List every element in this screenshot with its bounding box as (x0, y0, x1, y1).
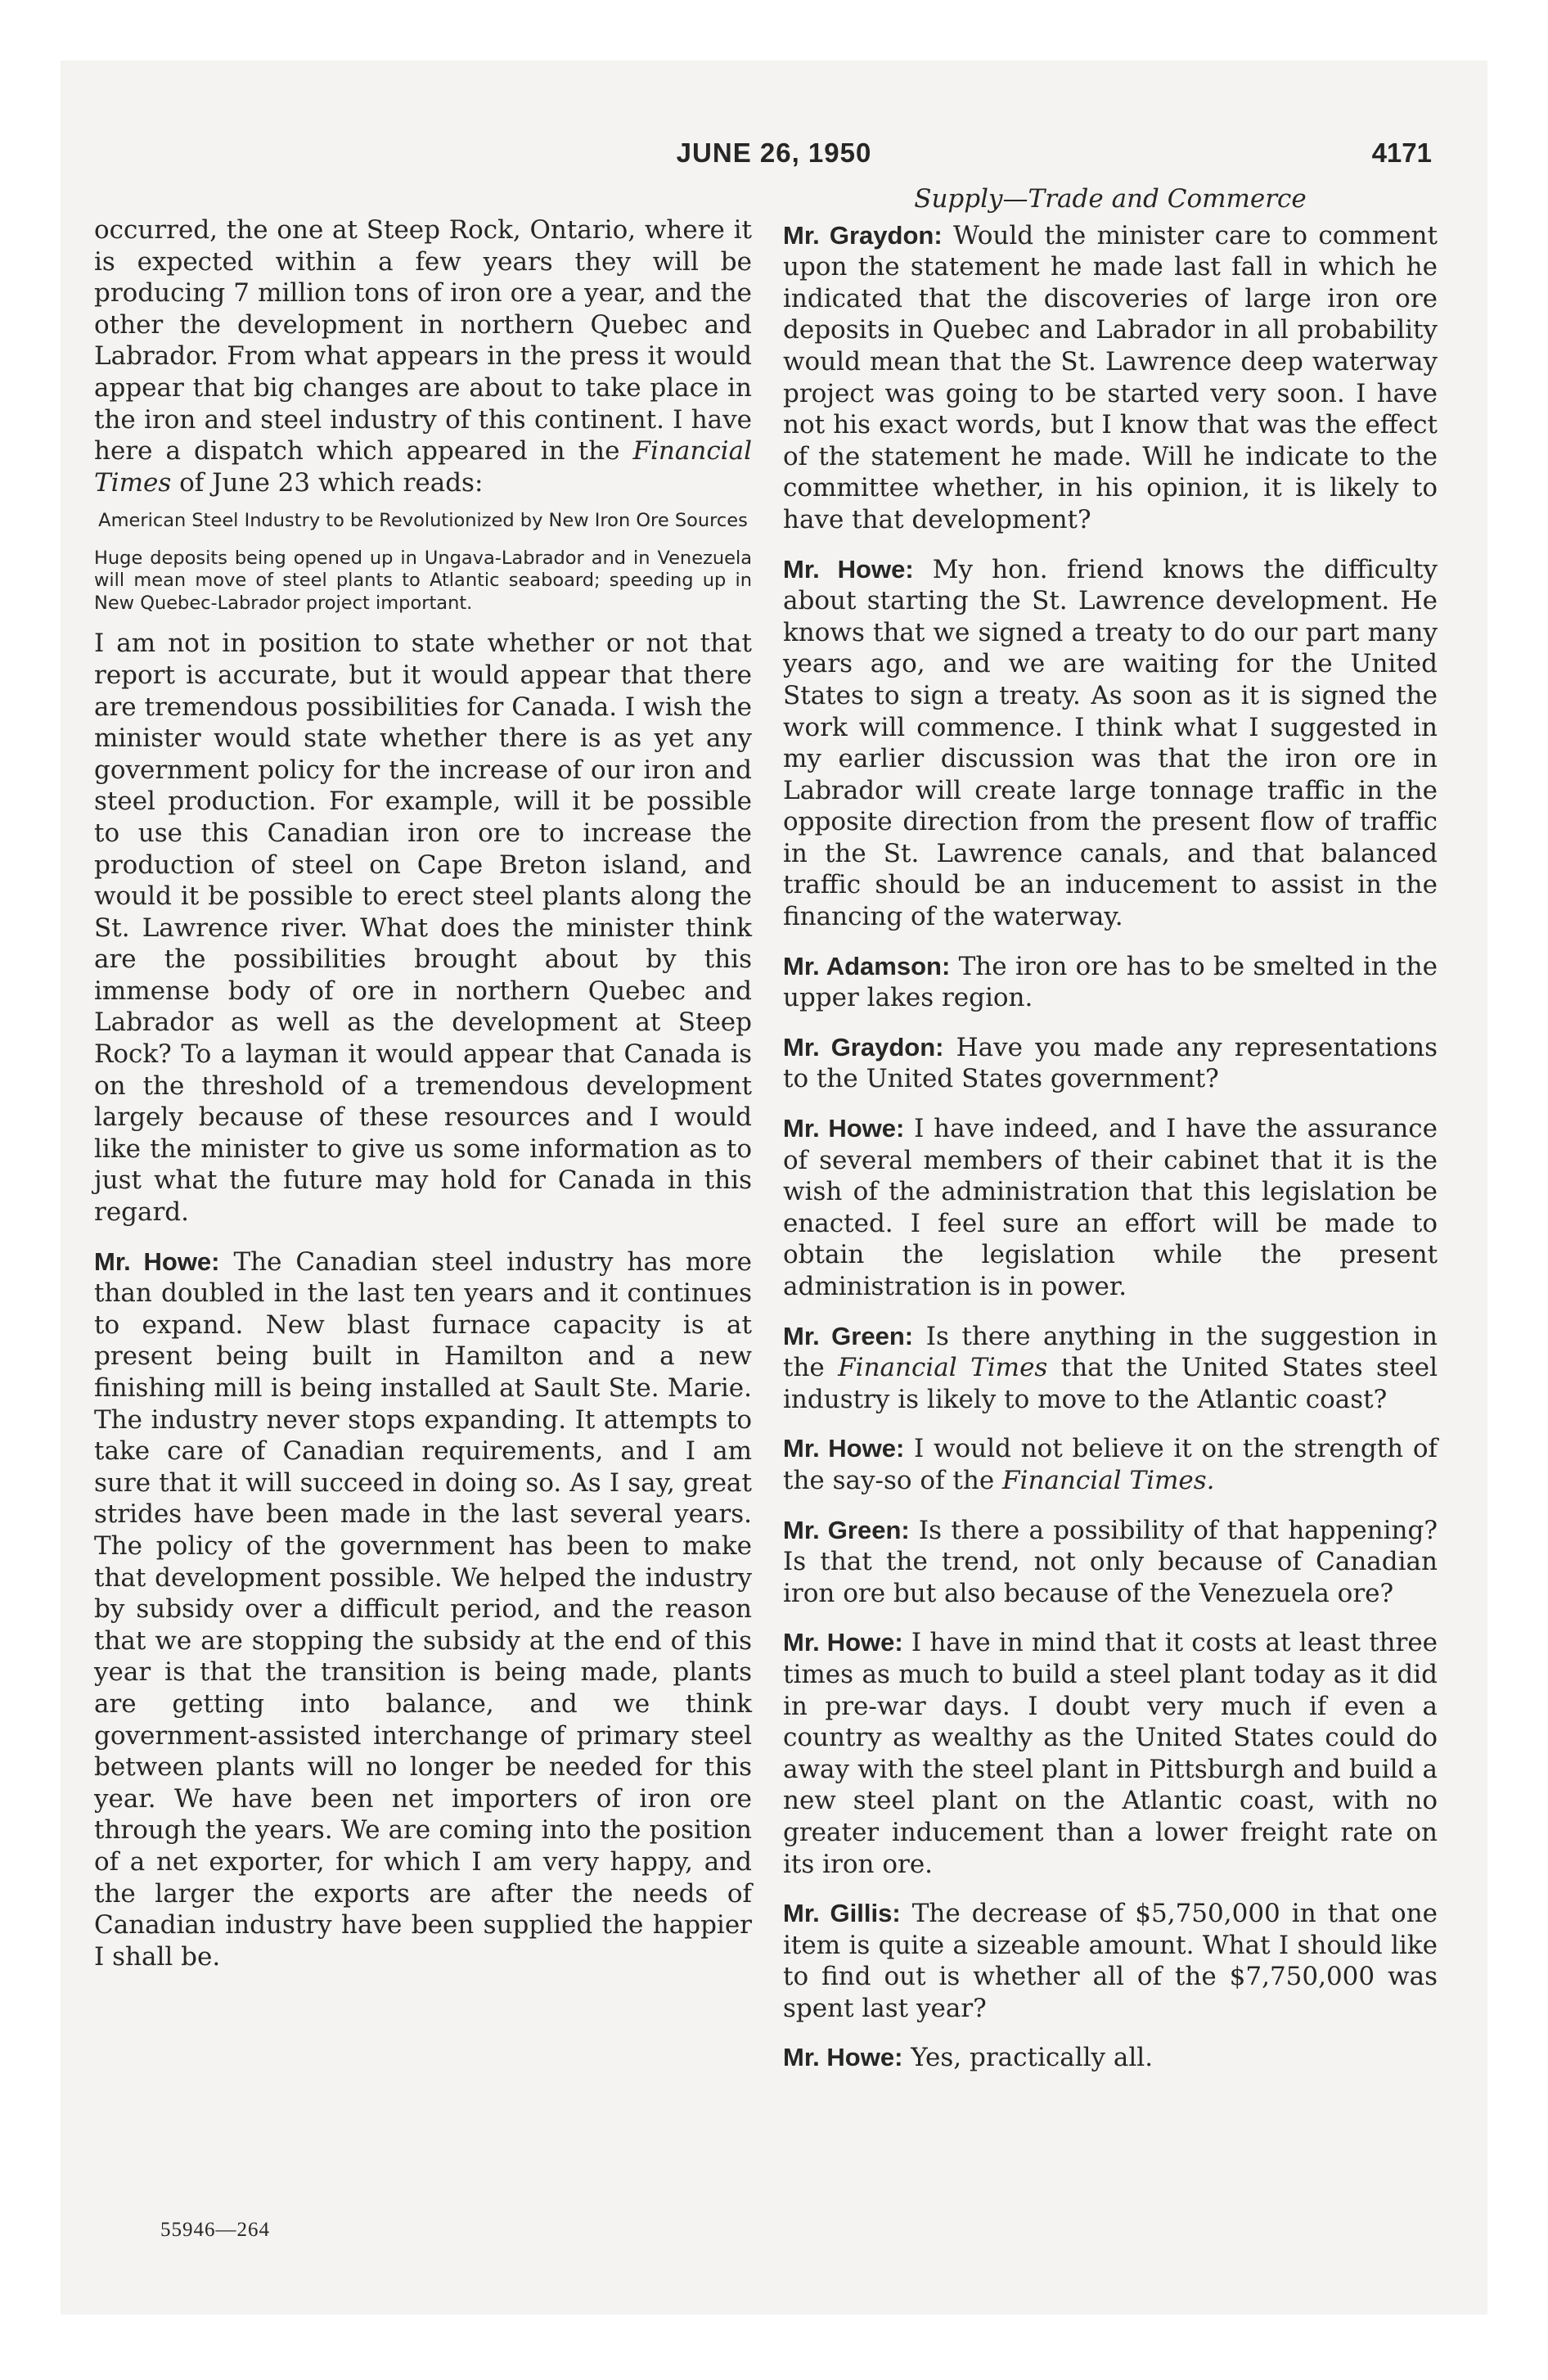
speech-text: The decrease of $5,750,000 in that one item is quite a sizeable amount. What I should like to find out is whether all of the $7,750,000 was spent last year? (783, 1899, 1438, 2023)
speaker-name: Mr. Howe: (783, 1434, 905, 1463)
speech (94, 1246, 752, 1973)
speaker-name: Mr. Howe: (783, 1114, 905, 1143)
speaker-name: Mr. Howe: (783, 2043, 903, 2072)
running-head: Supply—Trade and Commerce (914, 184, 1307, 214)
paragraph-text: occurred, the one at Steep Rock, Ontario, where it is expected within a few years they will be producing 7 million tons of iron ore a year, and the other the development in northern Quebec and Labrador. From what appears in the press it would appear that big changes are about to take place in the iron and steel industry of this continent. I have here a dispatch which appeared in the (94, 215, 752, 467)
speech (783, 1433, 1438, 1496)
speech-text: My hon. friend knows the difficulty about starting the St. Lawrence development. He knows that we signed a treaty to do our part many years ago, and we are waiting for the United States to sign a treaty. As soon as it is signed the work will commence. I think what I suggested in my earlier discussion was that the iron ore in Labrador will create large tonnage traffic in the opposite direction from the present flow of traffic in the St. Lawrence canals, and that balanced traffic should be an inducement to assist in the financing of the waterway. (783, 554, 1438, 932)
speech-text: Is there a possibility of that happening? Is that the trend, not only because of Canadian iron ore but also because of the Venezuela ore? (783, 1515, 1438, 1608)
page-number: 4171 (1371, 137, 1432, 168)
speaker-name: Mr. Howe: (783, 1628, 903, 1657)
publication-title: Financial Times. (1002, 1465, 1215, 1495)
dispatch-headline: American Steel Industry to be Revolutionized by New Iron Ore Sources (98, 510, 748, 532)
left-column (94, 214, 752, 1972)
quoted-dispatch (94, 510, 752, 615)
speaker-name: Mr. Green: (783, 1321, 914, 1350)
print-code: 55946—264 (160, 2219, 270, 2241)
dispatch-subheadline: Huge deposits being opened up in Ungava-Labrador and in Venezuela will mean move of steel plants to Atlantic seaboard; speeding up in New Quebec-Labrador project important. (94, 547, 752, 614)
header-date: JUNE 26, 1950 (676, 137, 872, 168)
speech-text: Is there anything in the suggestion in the (783, 1321, 1438, 1383)
speech (783, 220, 1438, 536)
speaker-name: Mr. Adamson: (783, 951, 951, 980)
speaker-name: Mr. Howe: (94, 1246, 220, 1276)
speaker-name: Mr. Howe: (783, 554, 914, 584)
speech (783, 1627, 1438, 1880)
right-column (783, 183, 1438, 2074)
speech-text: I would not believe it on the strength of the say-so of the (783, 1434, 1438, 1495)
speech-text: I have in mind that it costs at least three times as much to build a steel plant today as it did in pre-war days. I doubt very much if even a country as wealthy as the United States could do away with the steel plant in Pittsburgh and build a new steel plant on the Atlantic coast, with no greater inducement than a lower freight rate on its iron ore. (783, 1628, 1438, 1879)
speech (783, 1032, 1438, 1095)
speech (783, 1898, 1438, 2024)
speech-text: that the United States steel industry is likely to move to the Atlantic coast? (783, 1353, 1438, 1414)
speaker-name: Mr. Graydon: (783, 1032, 944, 1062)
paragraph: I am not in position to state whether or not that report is accurate, but it would appear that there are tremendous possibilities for Canada. I wish the minister would state whether there is as yet any government policy for the increase of our iron and steel production. For example, will it be possible to use this Canadian iron ore to increase the production of steel on Cape Breton island, and would it be possible to erect steel plants along the St. Lawrence river. What does the minister think are the possibilities brought about by this immense body of ore in northern Quebec and Labrador as well as the development at Steep Rock? To a layman it would appear that Canada is on the threshold of a tremendous development largely because of these resources and I would like the minister to give us some information as to just what the future may hold for Canada in this regard. (94, 629, 752, 1228)
paragraph-text: of June 23 which reads: (171, 467, 484, 498)
paragraph (94, 214, 752, 498)
speech-text: The iron ore has to be smelted in the upper lakes region. (783, 951, 1438, 1013)
speaker-name: Mr. Gillis: (783, 1899, 901, 1928)
speech (783, 951, 1438, 1014)
speech-text: Yes, practically all. (902, 2043, 1154, 2073)
speech (783, 2042, 1438, 2074)
speech (783, 1515, 1438, 1610)
speaker-name: Mr. Graydon: (783, 220, 943, 250)
speech (783, 1321, 1438, 1416)
speech (783, 554, 1438, 933)
publication-title: Financial Times (94, 436, 752, 498)
speech (783, 1113, 1438, 1303)
publication-title: Financial Times (838, 1353, 1048, 1383)
page-header (61, 137, 1487, 187)
speech-text: The Canadian steel industry has more than doubled in the last ten years and it continues to expand. New blast furnace capacity is at present being built in Hamilton and a new finishing mill is being installed at Sault Ste. Marie. The industry never stops expanding. It attempts to take care of Canadian requirements, and I am sure that it will succeed in doing so. As I say, great strides have been made in the last several years. The policy of the government has been to make that development possible. We helped the industry by subsidy over a difficult period, and the reason that we are stopping the subsidy at the end of this year is that the transition is being made, plants are getting into balance, and we think government-assisted interchange of primary steel between plants will no longer be needed for this year. We have been net importers of iron ore through the years. We are coming into the position of a net exporter, for which I am very happy, and the larger the exports are after the needs of Canadian industry have been supplied the happier I shall be. (94, 1246, 753, 1972)
document-page (61, 61, 1487, 2315)
speech-text: Would the minister care to comment upon the statement he made last fall in which he indicated that the discoveries of large iron ore deposits in Quebec and Labrador in all probability would mean that the St. Lawrence deep waterway project was going to be started very soon. I have not his exact words, but I know that was the effect of the statement he made. Will he indicate to the committee whether, in his opinion, it is likely to have that development? (783, 220, 1438, 534)
speech-text: Have you made any representations to the United States government? (783, 1032, 1438, 1094)
speech-text: I have indeed, and I have the assurance of several members of their cabinet that it is the wish of the administration that this legislation be enacted. I feel sure an effort will be made to obtain the legislation while the present administration is in power. (783, 1114, 1438, 1301)
speaker-name: Mr. Green: (783, 1515, 910, 1544)
